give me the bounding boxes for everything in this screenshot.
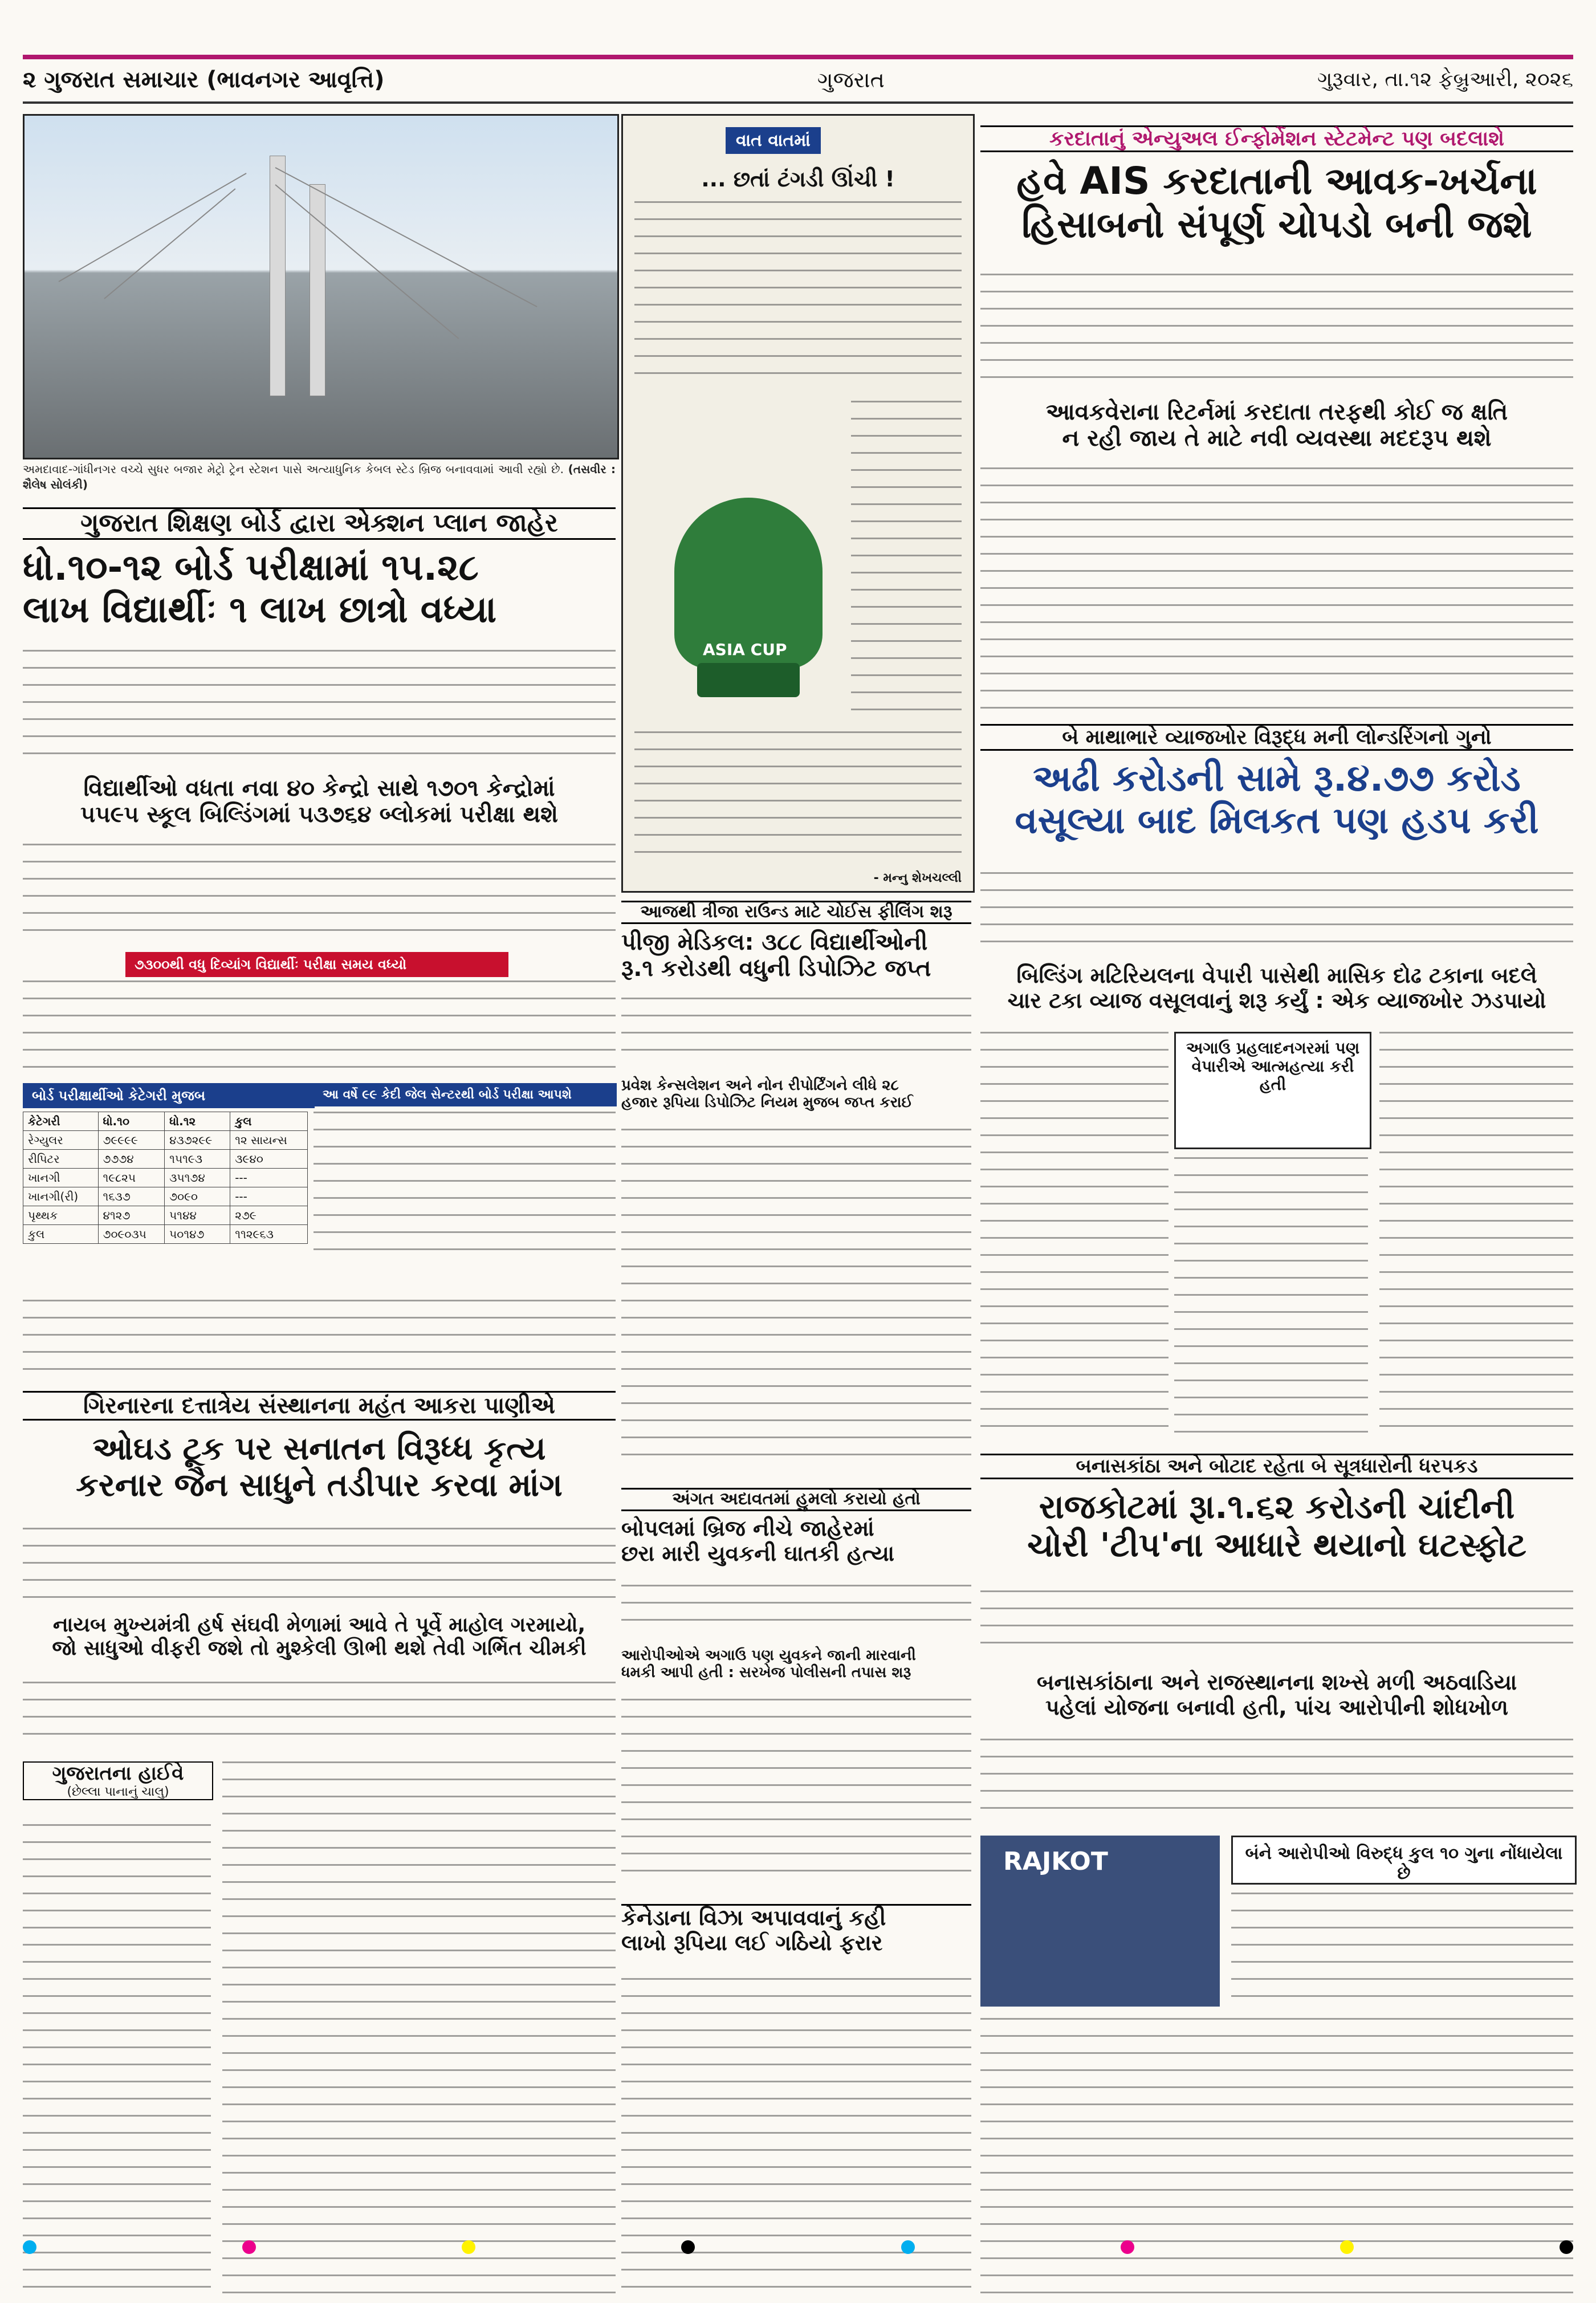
table-cell: રીપિટર [23,1150,99,1169]
loan-sub: બિલ્ડિંગ મટિરિયલના વેપારી પાસેથી માસિક દોઢ ટકાના બદલે ચાર ટકા વ્યાજ વસૂલવાનું શરૂ કર્યું : એક વ્યાજખોર ઝડપાયો [1007,963,1546,1013]
table-row [23,1131,308,1150]
loan-kicker: બે માથાભારે વ્યાજખોર વિરૂદ્ધ મની લોન્ડરિંગનો ગુનો [980,724,1573,751]
reg-dot [901,2240,915,2254]
top-rule [23,55,1573,59]
loan-text-3 [1174,1157,1368,1437]
girnar-headline: ઓઘડ ટૂક પર સનાતન વિરૂધ્ધ કૃત્ય કરનાર જૈન સાધુને તડીપાર કરવા માંગ [76,1430,563,1504]
table-cell: ૫૧૪૪ [165,1206,230,1225]
cable [59,173,247,282]
pg-kicker: આજથી ત્રીજા રાઉન્ડ માટે ચોઈસ ફીલિંગ શરૂ [621,901,971,924]
center-column [621,108,975,2231]
paper-name: ૨ ગુજરાત સમાચાર (ભાવનગર આવૃત્તિ) [23,67,385,93]
reg-dot [1121,2240,1134,2254]
ais-sub: આવકવેરાના રિટર્નમાં કરદાતા તરફથી કોઈ જ ક્ષતિ ન રહી જાય તે માટે નવી વ્યવસ્થા મદદરૂપ થશે [1045,399,1508,451]
silver-kicker: બનાસકાંઠા અને બોટાદ રહેતા બે સૂત્રધારોની ધરપકડ [980,1454,1573,1479]
silver-text-4 [980,2018,1573,2303]
table-cell: ૧૯૮૨૫ [98,1169,165,1187]
bopal-text [621,1585,971,1636]
girnar-text-3 [222,1761,616,2303]
silver-text-2 [980,1739,1573,1824]
board-sub: વિદ્યાર્થીઓ વધતા નવા ૪૦ કેન્દ્રો સાથે ૧૭૦૧ કેન્દ્રોમાં ૫૫૯૫ સ્કૂલ બિલ્ડિંગમાં ૫૩૭૬૪ બ્લોકમાં પરીક્ષા થશે [80,775,559,828]
table-title-2: આ વર્ષે ૯૯ કેદી જેલ સેન્ટરથી બોર્ડ પરીક્ષા આપશે [314,1083,617,1106]
table-cell: ૪૧૨૭ [98,1206,165,1225]
silver-sub: બનાસકાંઠાના અને રાજસ્થાનના શખ્સે મળી અઠવાડિયા પહેલાં યોજના બનાવી હતી, પાંચ આરોપીની શોધખોળ [1036,1670,1517,1720]
table-cell: ખાનગી(રી) [23,1187,99,1206]
silver-box [1231,1836,1577,1885]
table-cell: ધો.૧૨ [165,1112,230,1131]
trophy-base [697,663,800,697]
reg-dot [242,2240,256,2254]
table-cell: --- [230,1169,308,1187]
girnar-kicker: ગિરનારના દત્તાત્રેય સંસ્થાનના મહંત આકરા પાણીએ [23,1391,616,1421]
board-headline: ધો.૧૦-૧૨ બોર્ડ પરીક્ષામાં ૧૫.૨૮ લાખ વિદ્યાર્થીઃ ૧ લાખ છાત્રો વધ્યા [23,547,497,631]
highway-text [23,1824,211,2303]
loan-text [980,872,1573,952]
masthead [23,63,1573,97]
silver-text-3 [1231,1893,1573,2007]
jail-text [314,1112,616,1254]
girnar-sub: નાયબ મુખ્યમંત્રી હર્ષ સંઘવી મેળામાં આવે તે પૂર્વે માહોલ ગરમાયો, જો સાધુઓ વીફરી જશે તો મુશ્કેલી ઊભી થશે તેવી ગર્ભિત ચીમકી [52,1613,587,1661]
table-cell: ૩૫૧૭૪ [165,1169,230,1187]
table-cell: ૧૬૩૭ [98,1187,165,1206]
ais-text-2 [980,467,1573,713]
vaat-text-2 [851,401,962,720]
cup-label: ASIA CUP [703,640,787,659]
vaat-text-3 [634,731,962,862]
date: ગુરૂવાર, તા.૧૨ ફેબ્રુઆરી, ૨૦૨૬ [1317,68,1573,91]
table-cell: ૩૯૪૦ [230,1150,308,1169]
board-text-4 [23,1300,616,1374]
table-cell: ૨૭૯ [230,1206,308,1225]
color-registration-dots [23,2240,1573,2254]
table-cell: ૧૫૧૯૩ [165,1150,230,1169]
table-cell: કુલ [230,1112,308,1131]
bopal-kicker: અંગત અદાવતમાં હુમલો કરાયો હતો [621,1488,971,1511]
girnar-text-2 [23,1682,616,1750]
table-cell: કેટેગરી [23,1112,99,1131]
highway-title: ગુજરાતના હાઈવે (છેલ્લા પાનાનું ચાલુ) [23,1761,213,1800]
girnar-text [23,1528,616,1602]
table-cell: ૫૦૧૪૭ [165,1225,230,1244]
table-cell: ૧૨ સાયન્સ [230,1131,308,1150]
table-cell: કુલ [23,1225,99,1244]
table-cell: ૭૯૯૯૯ [98,1131,165,1150]
masthead-rule [23,101,1573,104]
vaat-text [634,201,962,389]
table-cell: ૧૧૨૯૬૩ [230,1225,308,1244]
canada-text [621,1978,971,2303]
loan-text-4 [1379,1032,1573,1437]
table-row [23,1112,308,1131]
photo-text: RAJKOT [1003,1847,1108,1876]
table-cell: ૭૭૭૪ [98,1150,165,1169]
table-row [23,1169,308,1187]
table-row [23,1187,308,1206]
table-cell: ૭૦૯૦૩૫ [98,1225,165,1244]
table-row [23,1150,308,1169]
table-cell: ખાનગી [23,1169,99,1187]
loan-text-2 [980,1032,1168,1437]
photo-caption: અમદાવાદ-ગાંધીનગર વચ્ચે સુધર બજાર મેટ્રો ટ્રેન સ્ટેશન પાસે અત્યાધુનિક કેબલ સ્ટેડ બ્રિજ બનાવવામાં આવી રહ્યો છે. (તસવીર : શૈલેષ સોલંકી) [23,462,616,491]
bopal-headline: બોપલમાં બ્રિજ નીચે જાહેરમાં છરા મારી યુવકની ઘાતકી હત્યા [621,1516,895,1566]
table-cell: પૃથ્થક [23,1206,99,1225]
board-kicker: ગુજરાત શિક્ષણ બોર્ડ દ્વારા એક્શન પ્લાન જાહેર [23,507,616,540]
table-row [23,1225,308,1244]
board-text [23,650,616,758]
silver-text [980,1590,1573,1659]
pg-headline: પીજી મેડિકલ: ૩૮૮ વિદ્યાર્થીઓની રૂ.૧ કરોડથી વધુની ડિપોઝિટ જપ્ત [621,929,931,982]
bopal-text-2 [621,1699,971,1887]
reg-dot [462,2240,475,2254]
divyang-bar: ૭૩૦૦થી વધુ દિવ્યાંગ વિદ્યાર્થીઃ પરીક્ષા સમય વધ્યો [125,952,508,977]
table-title: બોર્ડ પરીક્ષાર્થીઓ કેટેગરી મુજબ [23,1083,315,1108]
loan-box-text: અગાઉ પ્રહલાદનગરમાં પણ વેપારીએ આત્મહત્યા કરી હતી [1186,1039,1360,1094]
cable [275,184,459,339]
ais-kicker: કરદાતાનું એન્યુઅલ ઈન્ફોર્મેશન સ્ટેટમેન્ટ પણ બદલાશે [980,125,1573,152]
reg-dot [23,2240,36,2254]
table-cell: ધો.૧૦ [98,1112,165,1131]
reg-dot [681,2240,695,2254]
board-text-2 [23,844,616,941]
bridge-photo [23,114,619,459]
vaat-headline: ... છતાં ટંગડી ઊંચી ! [701,166,895,192]
pg-text [621,998,971,1066]
table-cell: રેગ્યુલર [23,1131,99,1150]
left-column [23,108,616,2231]
category-table [23,1112,308,1244]
pg-text-2 [621,1129,971,1471]
reg-dot [1340,2240,1354,2254]
vaat-box [621,114,975,893]
right-column [980,108,1573,2231]
silver-box-text: બંને આરોપીઓ વિરુદ્ધ કુલ ૧૦ ગુના નોંધાયેલા છે [1245,1844,1563,1883]
vaat-byline: - મન્નુ શેખચલ્લી [873,871,962,885]
accused-photo [980,1836,1220,2007]
ais-text [980,274,1573,388]
table-cell: --- [230,1187,308,1206]
canada-headline: કેનેડાના વિઝા અપાવવાનું કહી લાખો રૂપિયા લઈ ગઠિયો ફરાર [621,1904,971,1955]
loan-box [1174,1032,1371,1149]
table-row [23,1206,308,1225]
ais-headline: હવે AIS કરદાતાની આવક-ખર્ચના હિસાબનો સંપૂર્ણ ચોપડો બની જશે [1016,159,1537,246]
section-name: ગુજરાત [817,67,885,92]
pg-sub: પ્રવેશ કેન્સલેશન અને નોન રીપોર્ટિંગને લીધે ૨૮ હજાર રૂપિયા ડિપોઝિટ નિયમ મુજબ જપ્ત કરાઈ [621,1077,913,1111]
silver-headline: રાજકોટમાં રૂા.૧.૬૨ કરોડની ચાંદીની ચોરી 'ટીપ'ના આધારે થયાનો ઘટસ્ફોટ [1027,1487,1526,1564]
table-cell: ૪૩૭૨૯૯ [165,1131,230,1150]
board-text-3 [23,980,616,1072]
cartoon [623,395,851,714]
loan-headline: અઢી કરોડની સામે રૂ.૪.૭૭ કરોડ વસૂલ્યા બાદ મિલકત પણ હડપ કરી [1015,758,1539,842]
reg-dot [1560,2240,1573,2254]
table-cell: ૭૦૯૦ [165,1187,230,1206]
bopal-sub: આરોપીઓએ અગાઉ પણ યુવકને જાની મારવાની ધમકી આપી હતી : સરખેજ પોલીસની તપાસ શરૂ [621,1647,916,1681]
vaat-title: વાત વાતમાં [726,127,821,154]
